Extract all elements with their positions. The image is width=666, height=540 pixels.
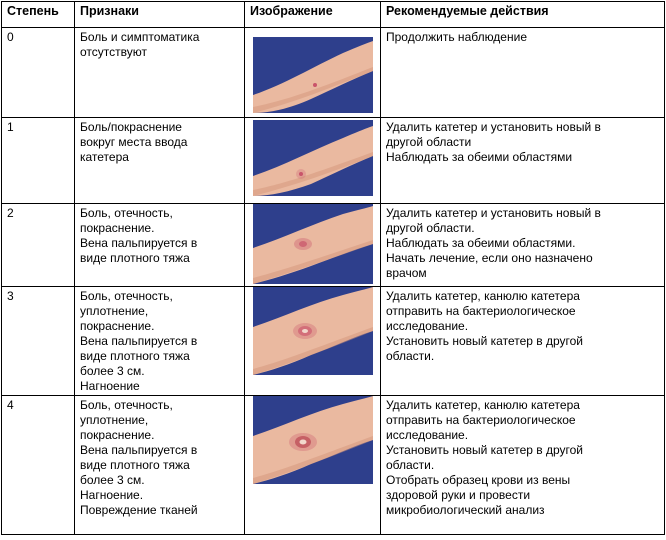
- table-header-row: [2, 2, 665, 28]
- image-cell: [245, 28, 381, 118]
- degree-cell: 2: [2, 204, 75, 287]
- signs-line: катетера: [80, 150, 129, 164]
- signs-line: виде плотного тяжа: [80, 458, 190, 472]
- signs-line: Боль, отечность,: [80, 289, 173, 303]
- table-row: [2, 28, 665, 118]
- actions-line: Начать лечение, если оно назначено: [386, 251, 593, 265]
- signs-line: покраснение.: [80, 428, 155, 442]
- actions-line: Установить новый катетер в другой: [386, 443, 583, 457]
- actions-line: микробиологический анализ: [386, 503, 545, 517]
- actions-line: отправить на бактериологическое: [386, 413, 576, 427]
- actions-line: здоровой руки и провести: [386, 488, 531, 502]
- signs-cell: [75, 28, 245, 118]
- image-cell: [245, 287, 381, 396]
- actions-line: Установить новый катетер в другой: [386, 334, 583, 348]
- signs-line: виде плотного тяжа: [80, 251, 190, 265]
- actions-line: исследование.: [386, 428, 469, 442]
- actions-line: Удалить катетер, канюлю катетера: [386, 289, 580, 303]
- arm-photo-grade-0-icon: [253, 37, 373, 113]
- table-row: [2, 204, 665, 287]
- signs-cell: [75, 204, 245, 287]
- degree-cell: 3: [2, 287, 75, 396]
- actions-cell: [381, 396, 665, 535]
- degree-cell: 1: [2, 118, 75, 204]
- arm-photo-grade-4-icon: [253, 396, 373, 484]
- actions-line: отправить на бактериологическое: [386, 304, 576, 318]
- signs-line: Боль, отечность,: [80, 398, 173, 412]
- header-signs: Признаки: [75, 2, 245, 28]
- actions-line: другой области: [386, 135, 472, 149]
- actions-cell: [381, 204, 665, 287]
- actions-cell: [381, 28, 665, 118]
- actions-line: Продолжить наблюдение: [386, 30, 527, 44]
- signs-line: покраснение.: [80, 221, 155, 235]
- table-row: [2, 118, 665, 204]
- arm-photo-grade-2-icon: [253, 204, 373, 284]
- actions-line: Наблюдать за обеими областями: [386, 150, 573, 164]
- actions-cell: [381, 118, 665, 204]
- signs-line: Вена пальпируется в: [80, 334, 198, 348]
- signs-line: Повреждение тканей: [80, 503, 198, 517]
- header-degree: Степень: [2, 2, 75, 28]
- table-row: [2, 396, 665, 535]
- phlebitis-table: [1, 1, 665, 535]
- signs-line: более 3 см.: [80, 364, 145, 378]
- degree-cell: 0: [2, 28, 75, 118]
- image-cell: [245, 118, 381, 204]
- signs-line: Нагноение.: [80, 488, 144, 502]
- signs-cell: [75, 287, 245, 396]
- image-cell: [245, 396, 381, 535]
- actions-line: Удалить катетер и установить новый в: [386, 206, 601, 220]
- actions-line: области.: [386, 349, 435, 363]
- image-cell: [245, 204, 381, 287]
- degree-cell: 4: [2, 396, 75, 535]
- actions-line: Удалить катетер и установить новый в: [386, 120, 601, 134]
- signs-line: вокруг места ввода: [80, 135, 188, 149]
- actions-line: Удалить катетер, канюлю катетера: [386, 398, 580, 412]
- arm-photo-grade-3-icon: [253, 287, 373, 375]
- actions-line: врачом: [386, 266, 427, 280]
- arm-photo-grade-1-icon: [253, 120, 373, 196]
- actions-line: исследование.: [386, 319, 469, 333]
- signs-line: более 3 см.: [80, 473, 145, 487]
- signs-line: Вена пальпируется в: [80, 236, 198, 250]
- signs-line: отсутствуют: [80, 45, 147, 59]
- signs-line: Боль/покраснение: [80, 120, 182, 134]
- table-row: [2, 287, 665, 396]
- actions-cell: [381, 287, 665, 396]
- actions-line: другой области.: [386, 221, 475, 235]
- header-actions: Рекомендуемые действия: [381, 2, 665, 28]
- signs-line: виде плотного тяжа: [80, 349, 190, 363]
- signs-line: Боль, отечность,: [80, 206, 173, 220]
- signs-line: Вена пальпируется в: [80, 443, 198, 457]
- signs-line: уплотнение,: [80, 304, 149, 318]
- signs-line: уплотнение,: [80, 413, 149, 427]
- actions-line: Наблюдать за обеими областями.: [386, 236, 576, 250]
- signs-line: Боль и симптоматика: [80, 30, 200, 44]
- signs-cell: [75, 118, 245, 204]
- actions-line: области.: [386, 458, 435, 472]
- signs-line: Нагноение: [80, 379, 140, 393]
- header-image: Изображение: [245, 2, 381, 28]
- signs-line: покраснение.: [80, 319, 155, 333]
- signs-cell: [75, 396, 245, 535]
- actions-line: Отобрать образец крови из вены: [386, 473, 571, 487]
